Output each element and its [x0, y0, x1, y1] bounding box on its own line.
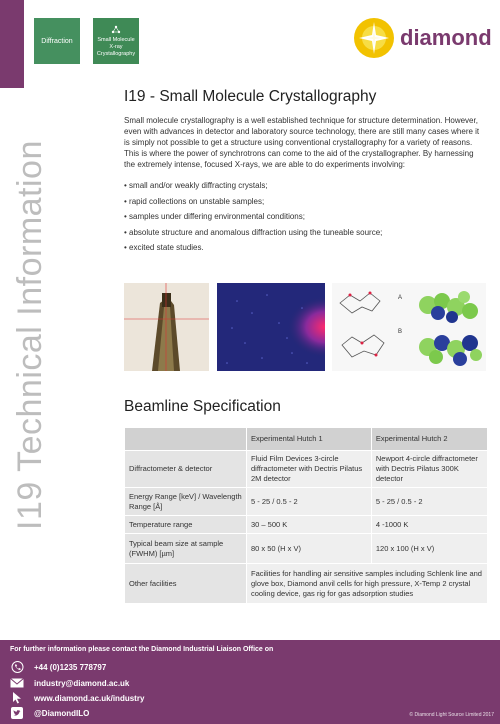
page-title: I19 - Small Molecule Crystallography	[124, 88, 377, 105]
section-title-beamline-spec: Beamline Specification	[124, 398, 281, 415]
table-row	[125, 534, 488, 564]
diamond-logo	[352, 16, 492, 60]
bullet-list	[124, 180, 484, 258]
footer-intro: For further information please contact the Diamond Industrial Liaison Office on	[10, 646, 274, 653]
starburst-icon	[352, 16, 396, 60]
table-row	[125, 516, 488, 534]
row-value-hutch2: 5 - 25 / 0.5 - 2	[371, 488, 487, 516]
row-value-other-facilities: Facilities for handling air sensitive samples including Schlenk line and glove box, Diamond anvil cells for high pressure, X-Temp 2 crystal cooling device, gas rig for gas adsorption studies	[247, 564, 488, 604]
row-value-hutch1: 80 x 50 (H x V)	[247, 534, 372, 564]
row-value-hutch2: Newport 4-circle diffractometer with Dectris Pilatus 300K detector	[371, 451, 487, 488]
row-label: Other facilities	[125, 564, 247, 604]
list-item: • absolute structure and anomalous diffraction using the tuneable source;	[124, 227, 383, 237]
row-value-hutch1: 30 – 500 K	[247, 516, 372, 534]
row-label: Diffractometer & detector	[125, 451, 247, 488]
row-value-hutch2: 120 x 100 (H x V)	[371, 534, 487, 564]
row-value-hutch2: 4 -1000 K	[371, 516, 487, 534]
footer-web-text: www.diamond.ac.uk/industry	[34, 693, 145, 703]
table-row	[125, 564, 488, 604]
footer-phone[interactable]	[10, 660, 106, 674]
table-row	[125, 451, 488, 488]
table-header-hutch1: Experimental Hutch 1	[247, 428, 372, 451]
copyright-notice: © Diamond Light Source Limited 2017	[409, 712, 494, 718]
tile-diffraction-label: Diffraction	[41, 37, 73, 45]
list-item: • rapid collections on unstable samples;	[124, 196, 265, 206]
cursor-icon	[10, 692, 24, 704]
diffraction-pattern-image	[217, 283, 325, 371]
footer-contact	[0, 640, 500, 724]
tile-label-line: X-ray	[109, 43, 123, 50]
footer-twitter[interactable]	[10, 706, 89, 720]
twitter-icon	[10, 707, 24, 719]
row-label: Typical beam size at sample (FWHM) [µm]	[125, 534, 247, 564]
list-item: • excited state studies.	[124, 243, 204, 252]
footer-email[interactable]	[10, 676, 129, 690]
list-item: • samples under differing environmental conditions;	[124, 212, 305, 221]
figure-label-a: A	[398, 295, 403, 301]
footer-email-text: industry@diamond.ac.uk	[34, 678, 130, 688]
table-header-row	[125, 428, 488, 451]
molecule-icon	[111, 25, 121, 35]
list-item: • small and/or weakly diffracting crystals;	[124, 181, 268, 190]
tile-label-line: Small Molecule	[97, 36, 135, 43]
intro-paragraph: Small molecule crystallography is a well established technique for structure determination. However, even with advances in detector and laboratory source technology, there are still many cases where it is simply not possible to get a structure using conventional crystallography for a variety of reasons. This is where the power of synchrotrons can come to the aid of the crystallographer. By harnessing the extremely intense, focused X-rays, we are able to do experiments involving:	[124, 116, 480, 169]
row-value-hutch1: 5 - 25 / 0.5 - 2	[247, 488, 372, 516]
footer-web[interactable]	[10, 691, 144, 705]
footer-phone-text: +44 (0)1235 778797	[34, 662, 107, 672]
row-label: Temperature range	[125, 516, 247, 534]
beamline-spec-table	[124, 427, 488, 604]
row-value-hutch1: Fluid Film Devices 3-circle diffractometer with Dectris Pilatus 2M detector	[247, 451, 372, 488]
sidebar-accent-bar	[0, 0, 24, 88]
logo-wordmark: diamond	[400, 25, 492, 50]
envelope-icon	[10, 677, 24, 689]
figure-label-b: B	[398, 329, 403, 335]
tile-label-line: Crystallography	[96, 50, 136, 57]
table-row	[125, 488, 488, 516]
footer-twitter-text: @DiamondILO	[34, 708, 90, 718]
table-header-blank	[125, 428, 247, 451]
tile-diffraction[interactable]	[34, 18, 80, 64]
crystal-mount-photo	[124, 283, 209, 371]
tile-small-molecule[interactable]	[93, 18, 139, 64]
row-label: Energy Range [keV] / Wavelength Range [Å]	[125, 488, 247, 516]
table-header-hutch2: Experimental Hutch 2	[371, 428, 487, 451]
molecular-structure-figure	[332, 283, 486, 371]
phone-icon	[10, 661, 24, 673]
vertical-title: I19 Technical Information	[11, 140, 49, 530]
